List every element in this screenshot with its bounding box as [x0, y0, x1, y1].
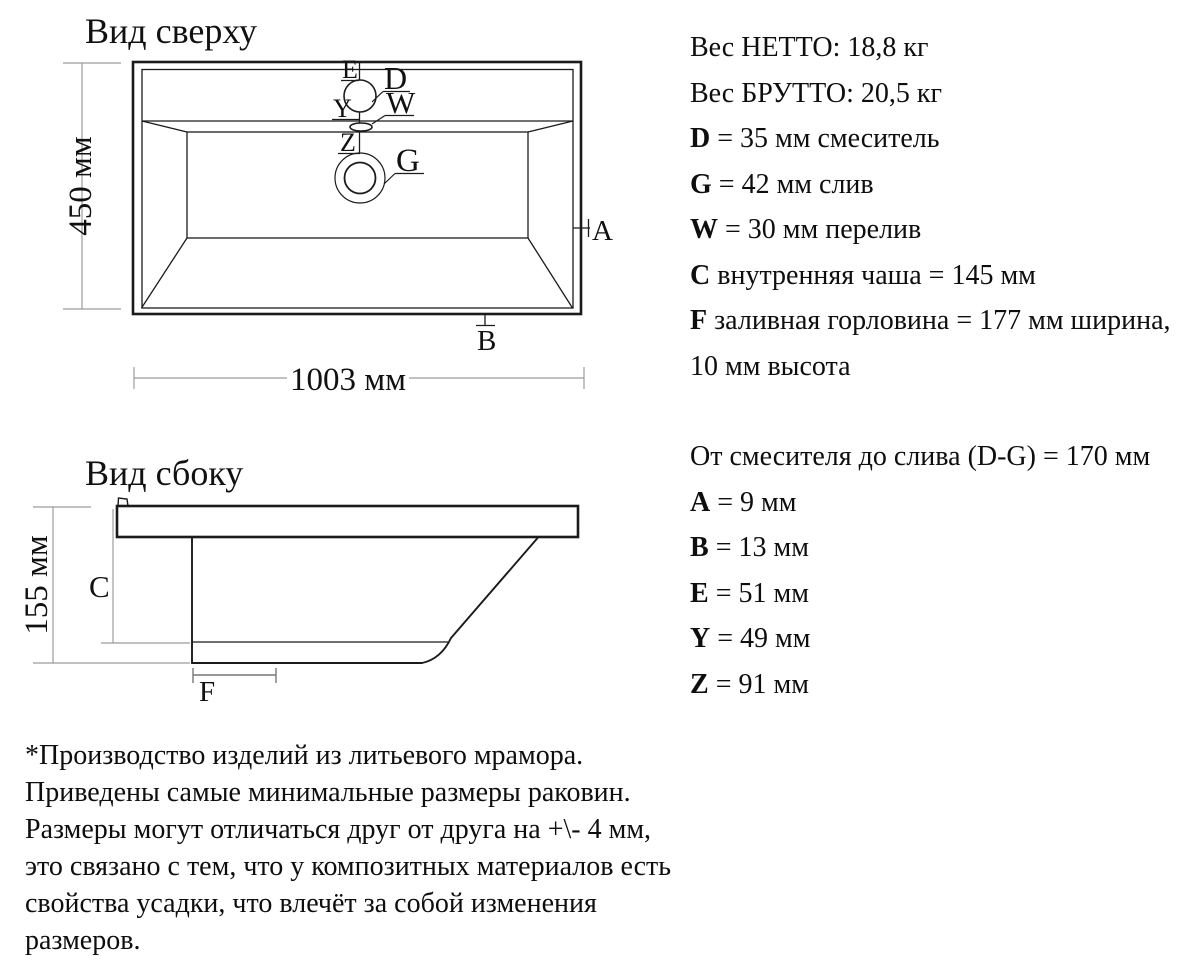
spec-y-value: Y = 49 мм [690, 623, 811, 654]
drain-outer-g [335, 153, 385, 203]
dim-155-label: 155 мм [19, 535, 55, 635]
label-b-edge: B [477, 325, 497, 357]
bowl-corner-tl [142, 121, 187, 132]
topview-inner-edge [142, 70, 573, 309]
top-view-title: Вид сверху [85, 11, 257, 51]
bowl-corner-bl [142, 238, 188, 308]
note-line: свойства усадки, что влечёт за собой изменения [25, 888, 597, 919]
label-f-filler-neck: F [199, 676, 216, 708]
label-z-gap: Z [340, 128, 356, 157]
note-line: Приведены самые минимальные размеры раковин. [25, 777, 631, 808]
leader-w-diag [372, 116, 385, 125]
spec-a-value: A = 9 мм [690, 486, 797, 518]
dim-450-label: 450 мм [63, 136, 99, 236]
spec-net-weight: Вес НЕТТО: 18,8 кг [690, 32, 929, 63]
bowl-corner-tr [528, 121, 573, 132]
topview-outer-edge [133, 62, 581, 314]
leader-d-diag [372, 92, 383, 103]
specs-secondary-list [690, 434, 1150, 707]
production-note [25, 737, 671, 956]
label-e-faucet-offset: E [342, 55, 358, 84]
label-g-drain: G [396, 143, 420, 179]
note-line: это связано с тем, что у композитных материалов есть [25, 851, 672, 882]
sideview-slab [117, 506, 578, 537]
spec-z-value: Z = 91 мм [690, 668, 809, 700]
spec-d-mixer: D = 35 мм смеситель [690, 123, 940, 154]
note-line: *Производство изделий из литьевого мрамора. [25, 740, 584, 771]
spec-w-overflow: W = 30 мм перелив [690, 214, 922, 245]
specs-primary-list [690, 25, 1171, 389]
side-view [117, 498, 578, 663]
label-d-faucet: D [384, 60, 408, 96]
dim-1003-label: 1003 мм [289, 362, 407, 398]
note-line: Размеры могут отличаться друг от друга на +\- 4 мм, [25, 814, 652, 845]
spec-b-value: B = 13 мм [690, 532, 809, 563]
spec-g-drain: G = 42 мм слив [690, 168, 874, 200]
note-line: размеров. [25, 925, 141, 956]
spec-e-value: E = 51 мм [690, 577, 809, 609]
side-view-dimensions [33, 507, 190, 663]
leader-g-diag [384, 174, 395, 185]
side-view-title: Вид сбоку [85, 453, 244, 493]
top-view-dimensions [63, 63, 584, 389]
topview-bowl-bottom [187, 132, 528, 238]
spec-f-height: 10 мм высота [690, 350, 851, 382]
label-y-gap: Y [333, 94, 352, 123]
label-w-overflow: W [386, 85, 416, 120]
label-c-bowl-depth: C [89, 569, 110, 604]
top-view [133, 62, 590, 326]
sideview-bowl-profile [192, 537, 538, 663]
bowl-corner-br [528, 238, 573, 308]
spec-gross-weight: Вес БРУТТО: 20,5 кг [690, 77, 942, 109]
drain-inner-g [345, 163, 376, 194]
spec-dg-distance: От смесителя до слива (D-G) = 170 мм [690, 441, 1151, 472]
label-a-edge: A [592, 215, 613, 247]
spec-f-filler-neck: F заливная горловина = 177 мм ширина, [690, 305, 1171, 336]
spec-c-inner-bowl: C внутренняя чаша = 145 мм [690, 259, 1036, 291]
